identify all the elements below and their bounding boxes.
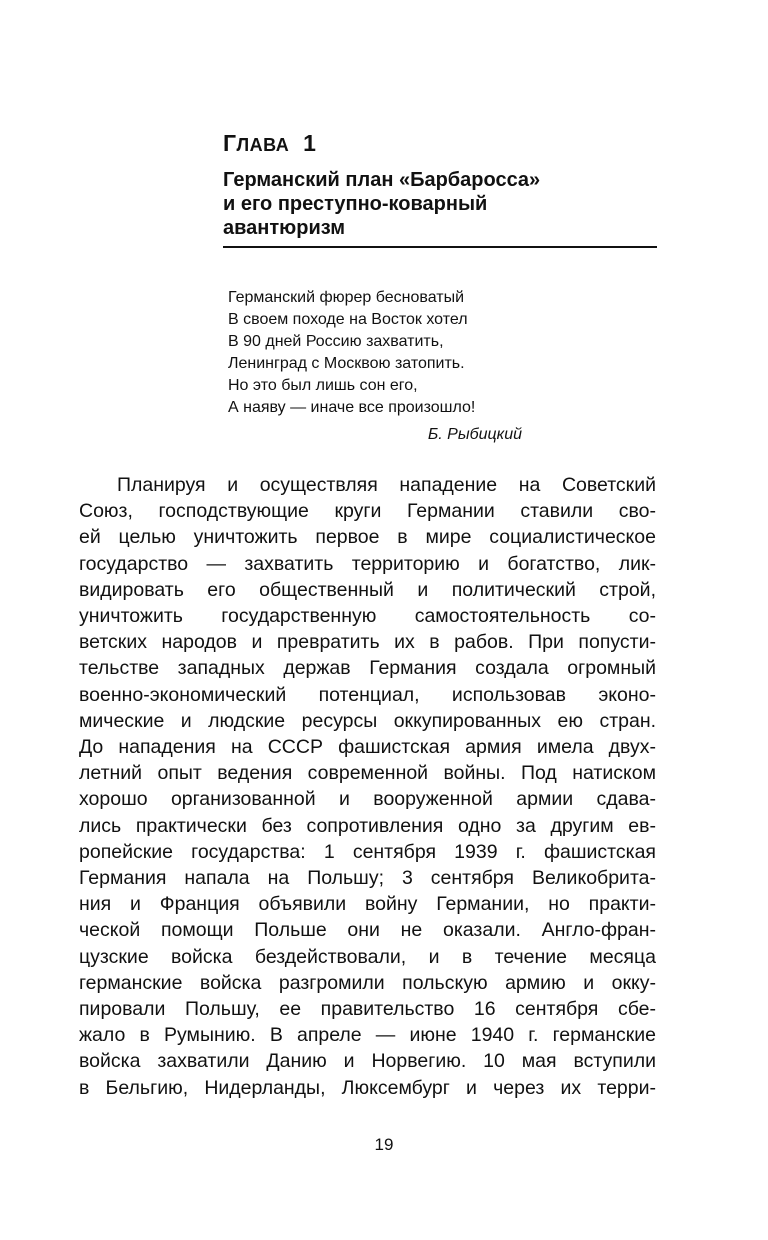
body-line: государство — захватить территорию и богатство, лик-	[79, 552, 656, 575]
chapter-label	[223, 130, 316, 157]
body-paragraph	[79, 472, 656, 1101]
epigraph-line: Ленинград с Москвою затопить.	[228, 355, 465, 372]
chapter-label-word: ЛАВА	[236, 135, 290, 155]
body-line: мические и людские ресурсы оккупированных ею стран.	[79, 709, 656, 732]
epigraph-line: В своем походе на Восток хотел	[228, 311, 468, 328]
body-line: ропейские государства: 1 сентября 1939 г. фашистская	[79, 840, 656, 863]
body-line: уничтожить государственную самостоятельность со-	[79, 605, 656, 628]
body-line: До нападения на СССР фашистская армия имела двух-	[79, 736, 656, 759]
body-line: летний опыт ведения современной войны. Под натиском	[79, 762, 656, 785]
body-line: военно-экономический потенциал, использовав эконо-	[79, 683, 656, 706]
body-line: Планируя и осуществляя нападение на Советский	[117, 474, 656, 496]
epigraph-author: Б. Рыбицкий	[427, 426, 522, 443]
body-line: цузские войска бездействовали, и в течение месяца	[79, 945, 656, 968]
page-number: 19	[374, 1135, 394, 1154]
epigraph-line: А наяву — иначе все произошло!	[228, 399, 476, 416]
body-line: Германия напала на Польшу; 3 сентября Великобрита-	[79, 867, 656, 890]
body-line: видировать его общественный и политический строй,	[79, 578, 656, 601]
body-line: лись практически без сопротивления одно за другим ев-	[79, 814, 656, 837]
chapter-label-initial: Г	[223, 130, 237, 156]
epigraph-line: Германский фюрер бесноватый	[228, 289, 464, 306]
epigraph	[228, 287, 528, 419]
chapter-title	[223, 168, 663, 240]
body-line: германские войска разгромили польскую армию и окку-	[79, 971, 656, 994]
body-line: ния и Франция объявили войну Германии, но практи-	[79, 893, 656, 916]
body-line: войска захватили Данию и Норвегию. 10 мая вступили	[79, 1050, 656, 1073]
body-line: хорошо организованной и вооруженной армии сдава-	[79, 788, 656, 811]
title-underline	[223, 246, 657, 248]
chapter-title-line: и его преступно-коварный	[223, 193, 488, 215]
body-line: ческой помощи Польше они не оказали. Англо-фран-	[79, 919, 656, 942]
epigraph-line: В 90 дней Россию захватить,	[228, 333, 444, 350]
body-line: ветских народов и превратить их в рабов. При попусти-	[79, 631, 656, 654]
chapter-title-line: авантюризм	[223, 217, 345, 239]
body-line: ей целью уничтожить первое в мире социалистическое	[79, 526, 656, 549]
body-line: в Бельгию, Нидерланды, Люксембург и через их терри-	[79, 1076, 656, 1099]
body-line: тельстве западных держав Германия создала огромный	[79, 657, 656, 680]
body-line: пировали Польшу, ее правительство 16 сентября сбе-	[79, 998, 656, 1021]
body-line: Союз, господствующие круги Германии ставили сво-	[79, 500, 656, 523]
chapter-title-line: Германский план «Барбаросса»	[223, 169, 541, 191]
chapter-number: 1	[303, 130, 317, 156]
body-line: жало в Румынию. В апреле — июне 1940 г. германские	[79, 1024, 656, 1047]
epigraph-line: Но это был лишь сон его,	[228, 377, 418, 394]
